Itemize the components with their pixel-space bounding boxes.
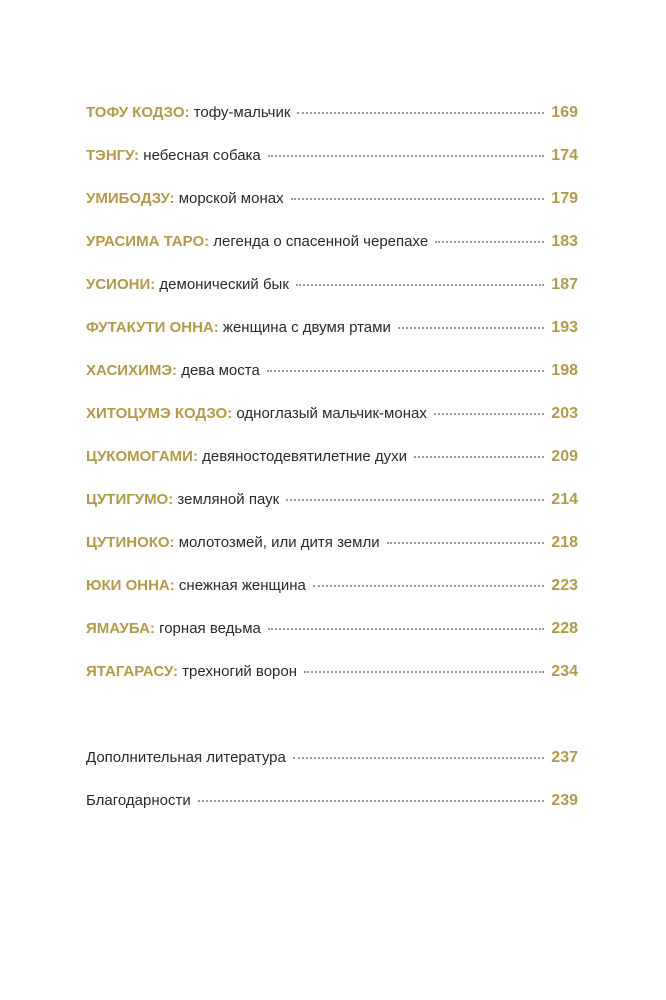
leader-dots [267,369,544,372]
entry-description: небесная собака [143,147,261,164]
page-number: 198 [551,362,578,379]
leader-dots [297,111,544,114]
page-number: 174 [551,147,578,164]
entry-description: легенда о спасенной черепахе [213,233,429,250]
toc-entry-acknowledgements[interactable] [86,786,578,815]
toc-entry-umibodzu[interactable] [86,184,578,213]
page-number: 239 [551,792,578,809]
entry-title: УРАСИМА ТАРО: [86,233,210,250]
table-of-contents [86,98,578,829]
page-number: 234 [551,663,578,680]
leader-dots [296,283,544,286]
entry-title: ЦУКОМОГАМИ: [86,448,198,465]
entry-title: ЯМАУБА: [86,620,155,637]
toc-entry-urasima-taro[interactable] [86,227,578,256]
leader-dots [387,541,545,544]
leader-dots [291,197,545,200]
toc-entry-yuki-onna[interactable] [86,571,578,600]
entry-title: УМИБОДЗУ: [86,190,175,207]
entry-title: ЯТАГАРАСУ: [86,663,178,680]
toc-entry-futakuti-onna[interactable] [86,313,578,342]
leader-dots [268,627,544,630]
toc-entry-tsukomogami[interactable] [86,442,578,471]
entry-description: одноглазый мальчик-монах [236,405,427,422]
toc-entry-tengu[interactable] [86,141,578,170]
entry-title: ЦУТИНОКО: [86,534,175,551]
entry-description: молотозмей, или дитя земли [178,534,380,551]
page-number: 179 [551,190,578,207]
page-number: 187 [551,276,578,293]
page-number: 214 [551,491,578,508]
entry-description: снежная женщина [178,577,306,594]
entry-description: горная ведьма [159,620,261,637]
entry-label: Дополнительная литература [86,749,286,766]
page-number: 209 [551,448,578,465]
page-number: 203 [551,405,578,422]
leader-dots [293,756,544,759]
toc-entry-hitotsume-kodzo[interactable] [86,399,578,428]
entry-title: ХИТОЦУМЭ КОДЗО: [86,405,233,422]
leader-dots [414,455,544,458]
entry-title: ТОФУ КОДЗО: [86,104,190,121]
toc-entry-yatagarasu[interactable] [86,657,578,686]
leader-dots [398,326,544,329]
section-spacer [86,700,578,743]
entry-description: дева моста [181,362,260,379]
entry-description: женщина с двумя ртами [222,319,391,336]
toc-entry-tsutigumo[interactable] [86,485,578,514]
entry-description: морской монах [178,190,284,207]
entry-description: девяностодевятилетние духи [202,448,408,465]
entry-description: демонический бык [159,276,289,293]
entry-description: тофу-мальчик [193,104,291,121]
entry-label: Благодарности [86,792,191,809]
entry-title: УСИОНИ: [86,276,156,293]
toc-entry-tofu-kodzo[interactable] [86,98,578,127]
entry-title: ХАСИХИМЭ: [86,362,178,379]
leader-dots [198,799,545,802]
toc-entry-further-reading[interactable] [86,743,578,772]
toc-entry-usioni[interactable] [86,270,578,299]
page-number: 193 [551,319,578,336]
leader-dots [286,498,544,501]
toc-entry-hasihime[interactable] [86,356,578,385]
page-number: 169 [551,104,578,121]
entry-title: ФУТАКУТИ ОННА: [86,319,219,336]
page-number: 223 [551,577,578,594]
page-number: 218 [551,534,578,551]
entry-description: земляной паук [177,491,280,508]
page-number: 228 [551,620,578,637]
leader-dots [268,154,545,157]
entry-description: трехногий ворон [182,663,297,680]
leader-dots [435,240,544,243]
page-number: 237 [551,749,578,766]
toc-entry-tsutinoko[interactable] [86,528,578,557]
leader-dots [313,584,544,587]
leader-dots [434,412,544,415]
entry-title: ЦУТИГУМО: [86,491,174,508]
page-number: 183 [551,233,578,250]
entry-title: ЮКИ ОННА: [86,577,175,594]
leader-dots [304,670,544,673]
toc-entry-yamauba[interactable] [86,614,578,643]
entry-title: ТЭНГУ: [86,147,140,164]
